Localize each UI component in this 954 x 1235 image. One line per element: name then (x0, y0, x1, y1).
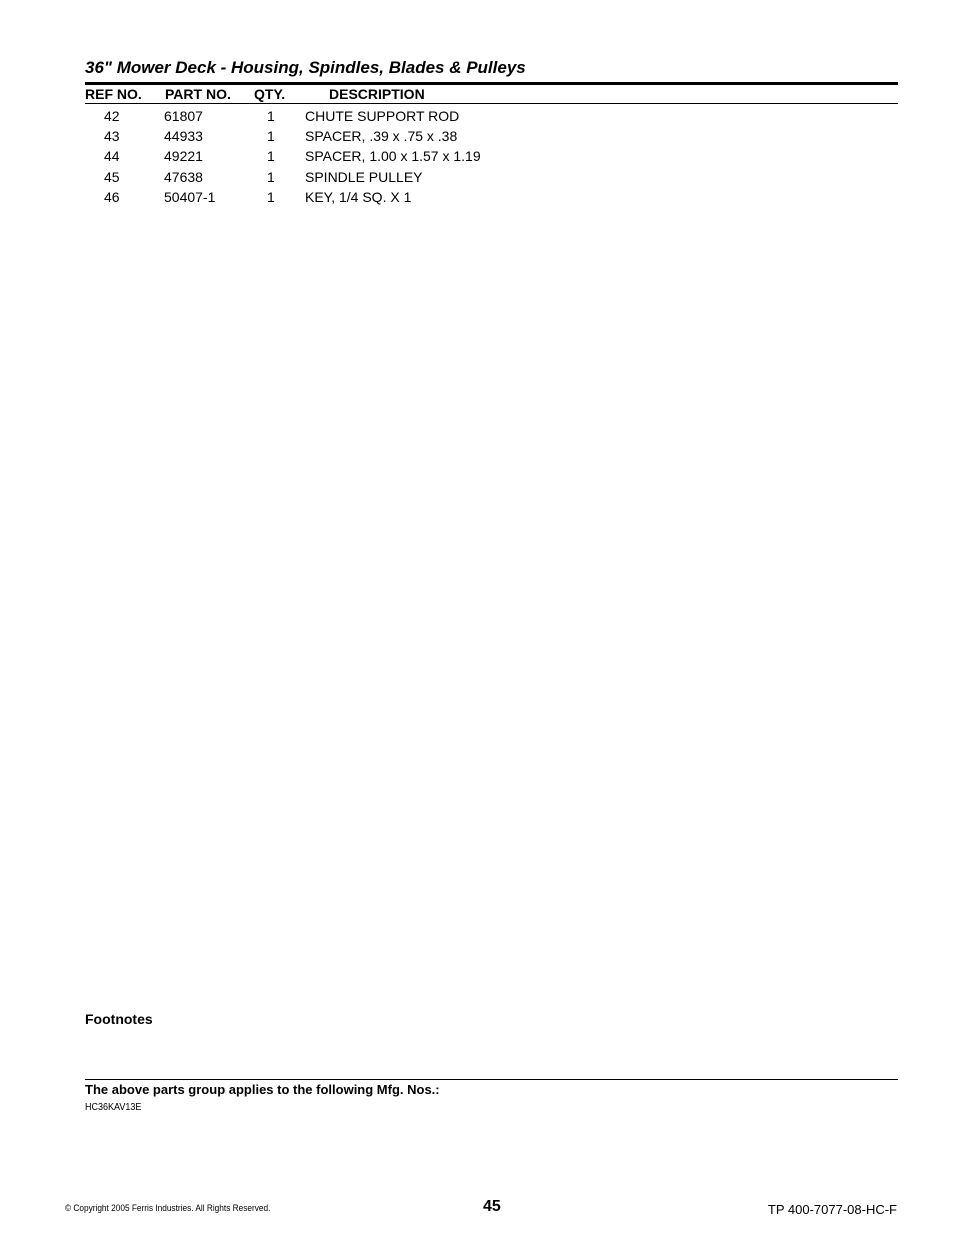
header-description: DESCRIPTION (329, 86, 425, 102)
part-no-cell: 61807 (164, 108, 203, 124)
copyright-notice: © Copyright 2005 Ferris Industries. All Rights Reserved. (65, 1203, 271, 1213)
description-cell: SPACER, 1.00 x 1.57 x 1.19 (305, 148, 481, 164)
ref-no-cell: 42 (104, 108, 120, 124)
ref-no-cell: 46 (104, 189, 120, 205)
header-ref-no: REF NO. (85, 86, 142, 102)
qty-cell: 1 (267, 148, 275, 164)
description-cell: SPINDLE PULLEY (305, 169, 423, 185)
qty-cell: 1 (267, 189, 275, 205)
table-row (0, 189, 954, 209)
header-qty: QTY. (254, 86, 286, 102)
header-part-no: PART NO. (165, 86, 231, 102)
page-title: 36" Mower Deck - Housing, Spindles, Blades & Pulleys (85, 58, 526, 77)
ref-no-cell: 44 (104, 148, 120, 164)
table-row (0, 128, 954, 148)
ref-no-cell: 43 (104, 128, 120, 144)
page-number: 45 (483, 1198, 501, 1215)
part-no-cell: 49221 (164, 148, 203, 164)
part-no-cell: 50407-1 (164, 189, 216, 205)
footnotes-divider (85, 1079, 898, 1080)
qty-cell: 1 (267, 108, 275, 124)
document-number: TP 400-7077-08-HC-F (767, 1202, 897, 1217)
table-row (0, 169, 954, 189)
qty-cell: 1 (267, 128, 275, 144)
part-no-cell: 44933 (164, 128, 203, 144)
description-cell: CHUTE SUPPORT ROD (305, 108, 460, 124)
applies-to-label: The above parts group applies to the following Mfg. Nos.: (85, 1082, 440, 1097)
table-row (0, 148, 954, 168)
ref-no-cell: 45 (104, 169, 120, 185)
mfg-number: HC36KAV13E (85, 1102, 142, 1113)
part-no-cell: 47638 (164, 169, 203, 185)
table-row (0, 108, 954, 128)
header-divider (85, 103, 898, 104)
title-divider (85, 82, 898, 85)
qty-cell: 1 (267, 169, 275, 185)
footnotes-heading: Footnotes (85, 1011, 153, 1027)
description-cell: SPACER, .39 x .75 x .38 (305, 128, 458, 144)
description-cell: KEY, 1/4 SQ. X 1 (305, 189, 412, 205)
